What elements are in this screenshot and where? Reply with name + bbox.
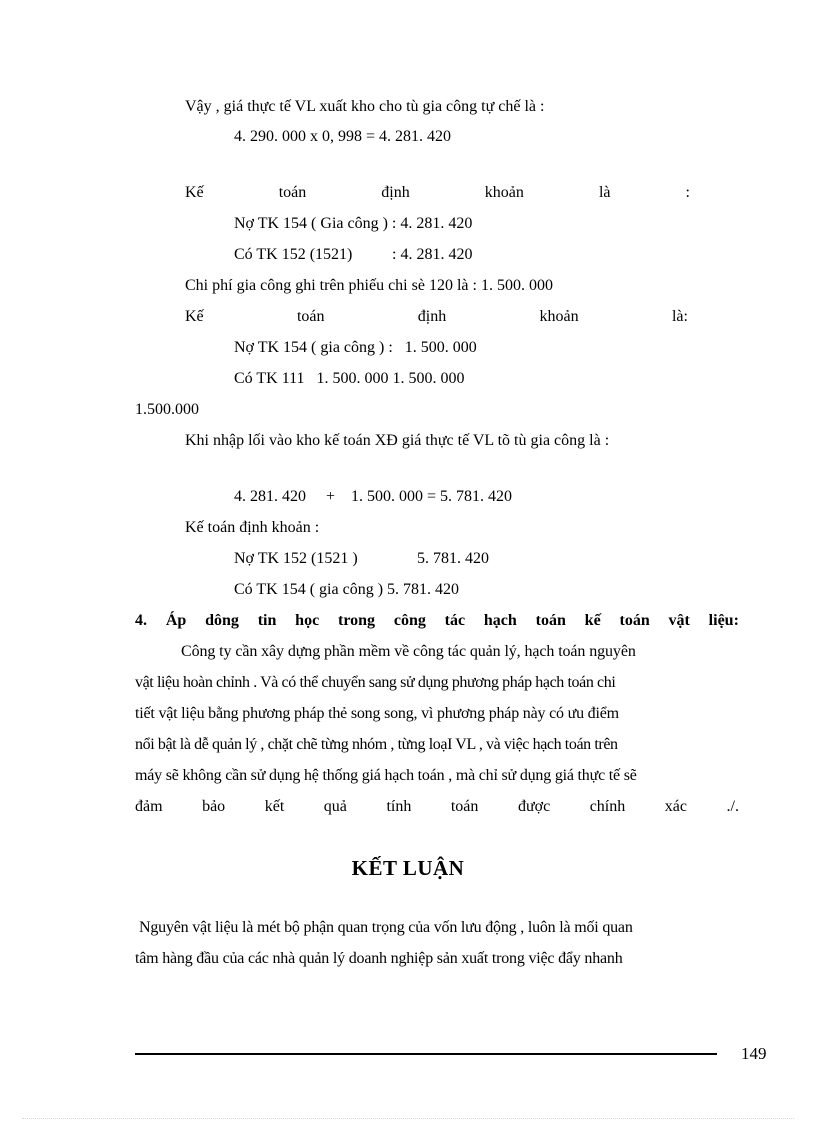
- word: liệu:: [708, 612, 739, 629]
- word: Áp: [165, 612, 187, 629]
- word: bảo: [202, 798, 226, 815]
- paragraph-line: Công ty cần xây dựng phần mềm về công tác quản lý, hạch toán nguyên: [181, 643, 636, 660]
- page-edge-divider: [22, 1118, 794, 1119]
- text-line: Chi phí gia công ghi trên phiếu chi sè 120 là : 1. 500. 000: [185, 277, 553, 294]
- formula-line: 4. 290. 000 x 0, 998 = 4. 281. 420: [234, 128, 452, 145]
- word: toán: [619, 612, 650, 629]
- word: hạch: [483, 612, 517, 629]
- entry-value: 5. 781. 420: [417, 550, 489, 567]
- word: kế: [584, 612, 601, 629]
- word: Kế: [185, 308, 204, 325]
- word: toán: [450, 798, 479, 815]
- word: Kế: [185, 184, 204, 201]
- paragraph-line: tiết vật liệu bằng phương pháp thẻ song song, vì phương pháp này có ưu điểm: [135, 705, 619, 722]
- word: là:: [671, 308, 688, 325]
- paragraph-line: nổi bật là dễ quản lý , chặt chẽ từng nhóm , từng loạI VL , và việc hạch toán trên: [135, 736, 618, 753]
- word: chính: [589, 798, 626, 815]
- justified-line: [135, 797, 739, 817]
- paragraph-line: tâm hàng đầu của các nhà quản lý doanh nghiệp sản xuất trong việc đẩy nhanh: [135, 950, 623, 967]
- word: trong: [337, 612, 376, 629]
- entry-line: Có TK 152 (1521): [234, 246, 353, 263]
- word: xác: [664, 798, 687, 815]
- entry-line: Nợ TK 154 ( Gia công ) : 4. 281. 420: [234, 215, 473, 232]
- footer-rule: [135, 1053, 717, 1055]
- word: kết: [264, 798, 285, 815]
- word: ./.: [726, 798, 739, 815]
- text-line: Kế toán định khoản :: [185, 519, 320, 536]
- word: 4.: [135, 612, 147, 629]
- entry-line: Nợ TK 154 ( gia công ) : 1. 500. 000: [234, 339, 477, 356]
- word: định: [417, 308, 447, 325]
- entry-value: : 4. 281. 420: [392, 246, 473, 263]
- text-line: Vậy , giá thực tế VL xuất kho cho tù gia công tự chế là :: [185, 98, 545, 115]
- entry-line: Nợ TK 152 (1521 ): [234, 550, 358, 567]
- word: được: [517, 798, 551, 815]
- formula-line: 4. 281. 420 + 1. 500. 000 = 5. 781. 420: [234, 488, 513, 505]
- page-number: 149: [741, 1044, 767, 1063]
- word: định: [381, 184, 410, 201]
- paragraph-line: máy sẽ không cần sử dụng hệ thống giá hạch toán , mà chỉ sử dụng giá thực tế sẽ: [135, 767, 637, 784]
- word: tính: [386, 798, 412, 815]
- paragraph-line: Nguyên vật liệu là mét bộ phận quan trọng của vốn lưu động , luôn là mối quan: [139, 919, 633, 936]
- word: đảm: [135, 798, 163, 815]
- section-heading: [135, 611, 739, 631]
- text-line: Khi nhập lối vào kho kế toán XĐ giá thực tế VL tõ tù gia công là :: [185, 432, 610, 449]
- word: tác: [444, 612, 466, 629]
- word: quả: [323, 798, 347, 815]
- word: tin: [257, 612, 277, 629]
- word: công: [393, 612, 426, 629]
- justified-line: [185, 183, 690, 203]
- word: dông: [205, 612, 239, 629]
- entry-line: Có TK 111 1. 500. 000 1. 500. 000: [234, 370, 465, 387]
- word: là: [598, 184, 611, 201]
- word: vật: [668, 612, 690, 629]
- conclusion-title: KẾT LUẬN: [351, 856, 465, 880]
- word: toán: [535, 612, 566, 629]
- word: khoản: [539, 308, 579, 325]
- entry-line: Có TK 154 ( gia công ) 5. 781. 420: [234, 581, 460, 598]
- paragraph-line: vật liệu hoàn chỉnh . Và có thể chuyển sang sử dụng phương pháp hạch toán chi: [135, 674, 616, 691]
- word: :: [685, 184, 690, 201]
- word: học: [295, 612, 320, 629]
- word: toán: [296, 308, 325, 325]
- justified-line: [185, 307, 688, 327]
- text-line: 1.500.000: [135, 401, 199, 418]
- word: toán: [278, 184, 307, 201]
- word: khoản: [484, 184, 524, 201]
